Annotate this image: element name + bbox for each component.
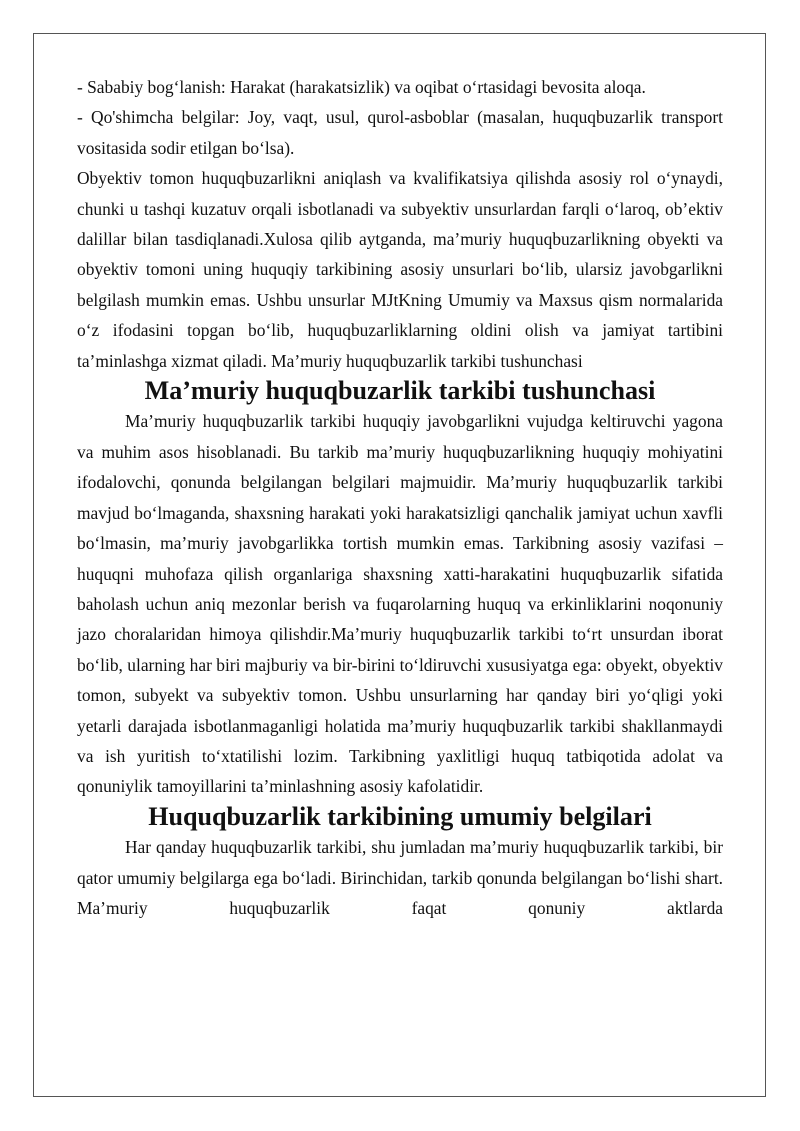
paragraph-additional-features: - Qo'shimcha belgilar: Joy, vaqt, usul, qurol-asboblar (masalan, huquqbuzarlik transport vositasida sodir etilgan bo‘lsa). xyxy=(77,107,723,158)
paragraph-objective-side-summary: Obyektiv tomon huquqbuzarlikni aniqlash va kvalifikatsiya qilishda asosiy rol o‘ynaydi, chunki u tashqi kuzatuv orqali isbotlanadi va subyektiv unsurlardan farqli o‘laroq, ob’ektiv dalillar bilan tasdiqlanadi.Xulosa qilib aytganda, ma’muriy huquqbuzarlikning obyekti va obyektiv tomoni uning huquqiy tarkibining asosiy unsurlari bo‘lib, ularsiz javobgarlikni belgilash mumkin emas. Ushbu unsurlar MJtKning Umumiy va Maxsus qism normalarida o‘z ifodasini topgan bo‘lib, huquqbuzarliklarning oldini olish va jamiyat tartibini ta’minlashga xizmat qiladi. Ma’muriy huquqbuzarlik tarkibi tushunchasi xyxy=(77,168,723,371)
paragraph-composition-concept: Ma’muriy huquqbuzarlik tarkibi huquqiy javobgarlikni vujudga keltiruvchi yagona va muhim asos hisoblanadi. Bu tarkib ma’muriy huquqbuzarlikning huquqiy mohiyatini ifodalovchi, qonunda belgilangan belgilari majmuidir. Ma’muriy huquqbuzarlik tarkibi mavjud bo‘lmaganda, shaxsning harakati yoki harakatsizligi qanchalik jamiyat uchun xavfli bo‘lmasin, ma’muriy javobgarlikka tortish mumkin emas. Tarkibning asosiy vazifasi – huquqni muhofaza qilish organlariga shaxsning xatti-harakatini huquqbuzarlik sifatida baholash uchun aniq mezonlar berish va fuqarolarning huquq va erkinliklarini noqonuniy jazo choralaridan himoya qilishdir.Ma’muriy huquqbuzarlik tarkibi to‘rt unsurdan iborat bo‘lib, ularning har biri majburiy va bir-birini to‘ldiruvchi xususiyatga ega: obyekt, obyektiv tomon, subyekt va subyektiv tomon. Ushbu unsurlarning har qanday biri yo‘qligi yoki yetarli darajada isbotlanmaganligi holatida ma’muriy huquqbuzarlik tarkibi shakllanmaydi va ish yuritish to‘xtatilishi lozim. Tarkibning yaxlitligi huquq tatbiqotida adolat va qonuniylik tamoyillarini ta’minlashning asosiy kafolatidir. xyxy=(77,411,723,797)
paragraph-general-features: Har qanday huquqbuzarlik tarkibi, shu jumladan ma’muriy huquqbuzarlik tarkibi, bir qator umumiy belgilarga ega bo‘ladi. Birinchidan, tarkib qonunda belgilangan bo‘lishi shart. Ma’muriy huquqbuzarlik faqat qonuniy aktlarda xyxy=(77,837,723,918)
document-body xyxy=(77,72,723,923)
paragraph-causal-link: - Sababiy bog‘lanish: Harakat (harakatsizlik) va oqibat o‘rtasidagi bevosita aloqa. xyxy=(77,77,646,97)
section-heading-composition-concept: Ma’muriy huquqbuzarlik tarkibi tushunchasi xyxy=(144,376,656,406)
section-heading-general-features: Huquqbuzarlik tarkibining umumiy belgilari xyxy=(148,801,652,831)
